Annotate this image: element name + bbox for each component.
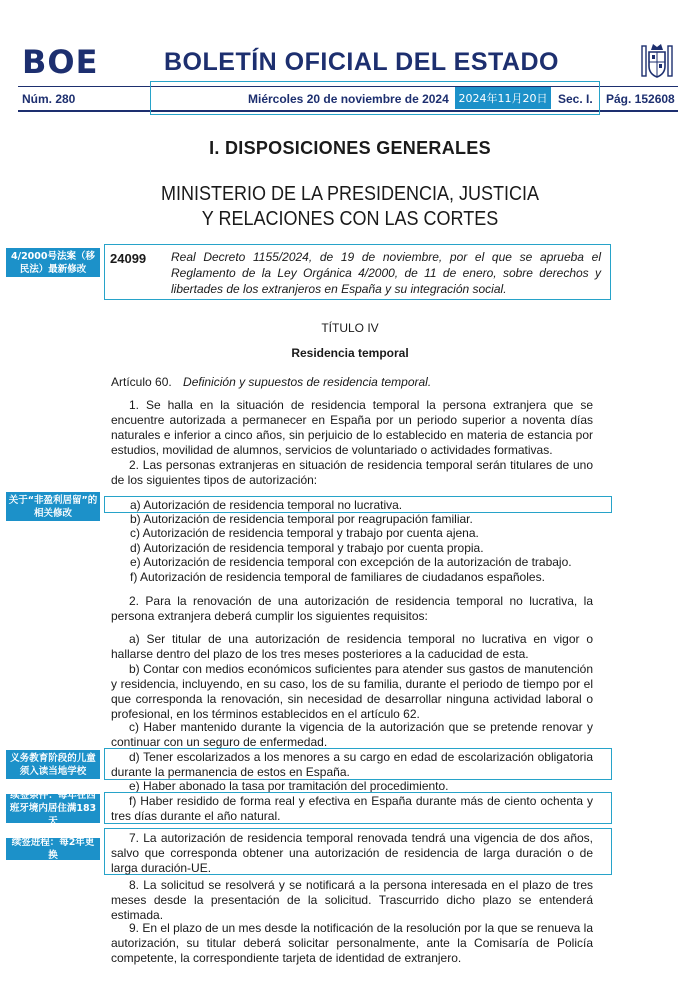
- requirement-d: d) Tener escolarizados a los menores a su cargo en edad de escolarización obligatoria durante la permanencia de estos en España.: [111, 750, 593, 779]
- requirement-c: c) Haber mantenido durante la vigencia de la autorización que se pretende renovar y continuar con un seguro de enfermedad.: [111, 720, 593, 749]
- paragraph-1: 1. Se halla en la situación de residencia temporal la persona extranjera que se encuentre autorizada a permanecer en España por un periodo superior a noventa días naturales e inferior a cinco años, sin perjuicio de lo establecido en materia de estancia por estudios, movilidad de alumnos, servicios de voluntariado o actividades formativas.: [111, 398, 593, 457]
- requirement-b: b) Contar con medios económicos suficientes para atender sus gastos de manutención y residencia, incluyendo, en su caso, los de su familia, durante el periodo de tiempo por el que corresponda la renovación, sin necesidad de desarrollar ninguna actividad laboral o profesional, en los términos establecidos en el artículo 62.: [111, 662, 593, 721]
- article-title: Definición y supuestos de residencia temporal.: [183, 375, 432, 389]
- titulo-heading: TÍTULO IV: [321, 321, 379, 335]
- ministry-line: MINISTERIO DE LA PRESIDENCIA, JUSTICIA: [160, 183, 540, 205]
- section-title: I. DISPOSICIONES GENERALES: [209, 138, 491, 158]
- paragraph-9: 9. En el plazo de un mes desde la notificación de la resolución por la que se renueva la autorización, su titular deberá solicitar personalmente, ante la Comisaría de Policía competente, la correspondiente tarjeta de identidad de extranjero.: [111, 921, 593, 965]
- auth-type-item: c) Autorización de residencia temporal y trabajo por cuenta ajena.: [130, 526, 479, 540]
- paragraph-8: 8. La solicitud se resolverá y se notificará a la persona interesada en el plazo de tres meses desde la presentación de la solicitud. Trascurrido dicho plazo se entenderá estimada.: [111, 878, 593, 922]
- paragraph-renewal: 2. Para la renovación de una autorización de residencia temporal no lucrativa, la persona extranjera deberá cumplir los siguientes requisitos:: [111, 594, 593, 623]
- auth-type-item: b) Autorización de residencia temporal por reagrupación familiar.: [130, 512, 473, 526]
- subtitle-heading: Residencia temporal: [291, 346, 409, 360]
- decree-title: Real Decreto 1155/2024, de 19 de noviembre, por el que se aprueba el Reglamento de la Ley Orgánica 4/2000, de 11 de enero, sobre derechos y libertades de los extranjeros en España y su integración social.: [171, 250, 601, 296]
- annotation-label: 义务教育阶段的儿童须入读当地学校: [6, 750, 100, 779]
- article-label: Artículo 60.: [111, 375, 172, 389]
- auth-type-item: e) Autorización de residencia temporal con excepción de la autorización de trabajo.: [130, 555, 572, 569]
- ministry-name: [35, 182, 665, 232]
- requirement-a: a) Ser titular de una autorización de residencia temporal no lucrativa en vigor o hallarse dentro del plazo de los tres meses posteriores a la caducidad de esta.: [111, 632, 593, 661]
- auth-type-item: a) Autorización de residencia temporal no lucrativa.: [130, 498, 403, 512]
- auth-type-item: f) Autorización de residencia temporal de familiares de ciudadanos españoles.: [130, 570, 545, 584]
- page-number: Pág. 152608: [606, 92, 675, 106]
- paragraph-2: 2. Las personas extranjeras en situación de residencia temporal serán titulares de uno de los siguientes tipos de autorización:: [111, 458, 593, 487]
- publication-date: Miércoles 20 de noviembre de 2024: [248, 92, 449, 106]
- issue-number: Núm. 280: [22, 92, 76, 106]
- paragraph-7: 7. La autorización de residencia temporal renovada tendrá una vigencia de dos años, salvo que corresponda obtener una autorización de residencia de larga duración o de larga duración-UE.: [111, 831, 593, 875]
- ministry-line: Y RELACIONES CON LAS CORTES: [201, 208, 499, 230]
- bulletin-title: BOLETÍN OFICIAL DEL ESTADO: [164, 48, 559, 76]
- annotation-label: 关于“非盈利居留”的相关修改: [6, 492, 100, 521]
- auth-type-item: d) Autorización de residencia temporal y trabajo por cuenta propia.: [130, 541, 484, 555]
- decree-number: 24099: [110, 251, 147, 266]
- date-cn-label: 2024年11月20日: [455, 87, 551, 109]
- annotation-label: 4/2000号法案（移民法）最新修改: [6, 248, 100, 277]
- requirement-f: f) Haber residido de forma real y efectiva en España durante más de ciento ochenta y tres días durante el año natural.: [111, 794, 593, 823]
- article-heading: [111, 375, 431, 389]
- section-label: Sec. I.: [558, 92, 593, 106]
- annotation-label: 续签条件：每年在西班牙境内居住满183天: [6, 794, 100, 823]
- requirement-e: e) Haber abonado la tasa por tramitación del procedimiento.: [129, 779, 449, 793]
- annotation-label: 续签进程：每2年更换: [6, 838, 100, 860]
- boe-logo: BOE: [22, 43, 99, 81]
- coat-of-arms-icon: [638, 40, 676, 80]
